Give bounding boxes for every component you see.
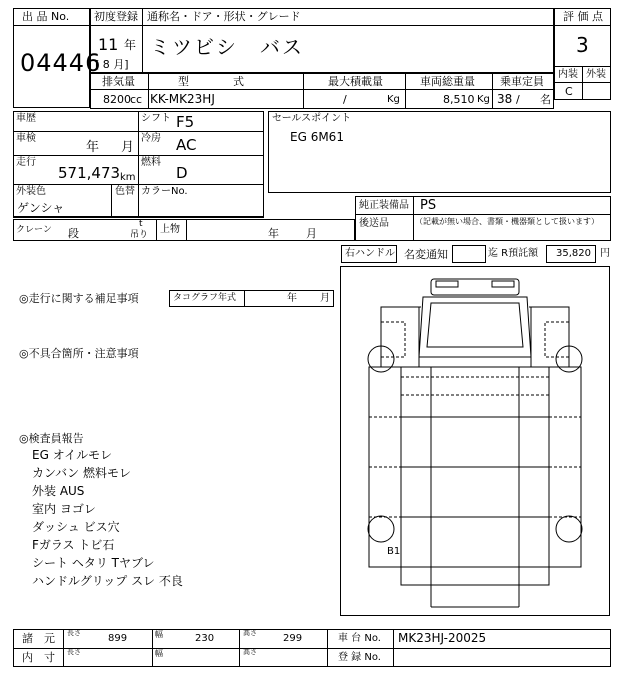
mileage-label: 走行 [16,157,36,168]
name-label: 通称名・ドア・形状・グレード [147,10,301,23]
inspection-month-unit: 月 [121,140,135,155]
inspection-label: 車検 [16,133,36,144]
defects-label: ◎不具合箇所・注意事項 [19,347,139,360]
width-label: 幅 [155,630,163,639]
car-name: ミツビシ バス [150,35,304,59]
inspector-line: ハンドルグリップ スレ 不良 [32,574,183,588]
capacity-slash: / [516,93,520,106]
model: KK-MK23HJ [150,92,215,106]
uwamono-label: 上物 [160,224,180,235]
length-label: 長さ [67,629,81,637]
first-reg-label: 初度登録 [94,10,138,23]
tachograph-month-unit: 月 [320,293,330,304]
mileage-unit: km [120,172,136,183]
color-no-label: カラーNo. [141,186,188,197]
crane-t: t [139,219,143,229]
aftermarket-label: 後送品 [359,218,389,229]
deposit-unit: 円 [600,248,610,259]
mark-b1: B1 [387,546,401,557]
ext-color-label: 外装色 [16,186,46,197]
inspection-year-unit: 年 [86,140,100,155]
gross-weight-label: 車両総重量 [420,75,475,88]
first-reg-year: 11 [98,35,119,54]
genuine-label: 純正装備品 [359,200,409,211]
running-notes-label: ◎走行に関する補足事項 [19,292,139,305]
aftermarket-note: （記載が無い場合、書類・機器類として扱います） [415,217,599,226]
inner-dimensions-label: 内 寸 [22,651,55,664]
inner-width-label: 幅 [155,649,163,658]
crane-tsuri: 吊り [130,230,149,240]
inspector-line: Fガラス トビ石 [32,538,115,552]
uwamono-month-unit: 月 [306,227,317,240]
uwamono-year-unit: 年 [268,227,279,240]
chassis-label: 車 台 No. [338,633,381,644]
front-windshield-outline [419,297,531,357]
inner-length-label: 長さ [67,648,81,656]
deposit-label: 迄 R預託額 [488,248,539,259]
inspector-line: EG オイルモレ [32,448,113,462]
sales-point-label: セールスポイント [272,113,352,124]
name-change-box [452,245,486,263]
color-change-label: 色替 [115,186,135,197]
interior-grade: C [565,85,573,98]
name-change-label: 名変通知 [404,248,448,261]
rhd-label: 右ハンドル [345,248,395,259]
ext-color: ゲンシャ [17,201,65,215]
capacity-label: 乗車定員 [500,75,544,88]
displacement-unit: cc [130,93,143,106]
first-reg-year-unit: 年 [124,38,137,52]
tachograph-year-unit: 年 [287,293,297,304]
fuel-label: 燃料 [141,157,161,168]
first-reg-month: [ 8 月] [95,58,129,71]
max-load-unit: Kg [387,94,400,105]
ac-label: 冷房 [141,133,161,144]
inspector-report-label: ◎検査員報告 [19,432,84,445]
tachograph-label: タコグラフ年式 [173,293,237,303]
lot-number: 04446 [20,49,102,77]
wheel-rear-left [368,516,394,542]
height-value: 299 [283,633,303,644]
dimensions-label: 諸 元 [22,632,55,645]
fuel: D [176,164,188,182]
height-label: 高さ [243,629,257,637]
inspector-line: ダッシュ ビス穴 [32,520,120,534]
max-load-label: 最大積載量 [328,75,383,88]
capacity: 38 [497,92,513,106]
inspector-line: 室内 ヨゴレ [32,502,96,516]
sales-point-text: EG 6M61 [290,130,344,144]
front-windshield-inner [427,303,523,347]
length-value: 899 [108,633,128,644]
front-light-left [436,281,458,287]
front-light-right [492,281,514,287]
shift-label: シフト [141,113,171,124]
inspector-line: 外装 AUS [32,484,85,498]
registration-label: 登 録 No. [338,652,381,663]
history-label: 車歴 [16,113,36,124]
wheel-rear-right [556,516,582,542]
gross-weight-unit: Kg [477,94,490,105]
gross-weight: 8,510 [443,93,475,106]
bus-diagram-svg [341,267,609,615]
inspector-line: カンバン 燃料モレ [32,466,131,480]
chassis-number: MK23HJ-20025 [398,631,487,645]
vehicle-diagram [340,266,610,616]
inspector-line: シート ヘタリ Tヤブレ [32,556,155,570]
shift: F5 [176,113,195,131]
displacement: 8200 [103,93,131,106]
model-label: 型 式 [178,75,244,88]
mileage: 571,473 [58,164,121,182]
interior-label: 内装 [558,69,578,80]
exterior-label: 外装 [586,69,606,80]
genuine-equipment: PS [420,198,437,213]
capacity-unit: 名 [540,93,551,106]
displacement-label: 排気量 [102,75,135,88]
rating-label: 評 価 点 [563,10,603,23]
deposit: 35,820 [556,248,591,259]
crane-dan: 段 [68,227,79,240]
width-value: 230 [195,633,215,644]
lot-number-label: 出 品 No. [22,10,70,23]
inner-height-label: 高さ [243,648,257,656]
ac: AC [176,136,197,154]
crane-box [13,219,355,241]
max-load: / [343,93,347,106]
crane-label: クレーン [16,225,52,235]
rating-value: 3 [576,33,589,57]
